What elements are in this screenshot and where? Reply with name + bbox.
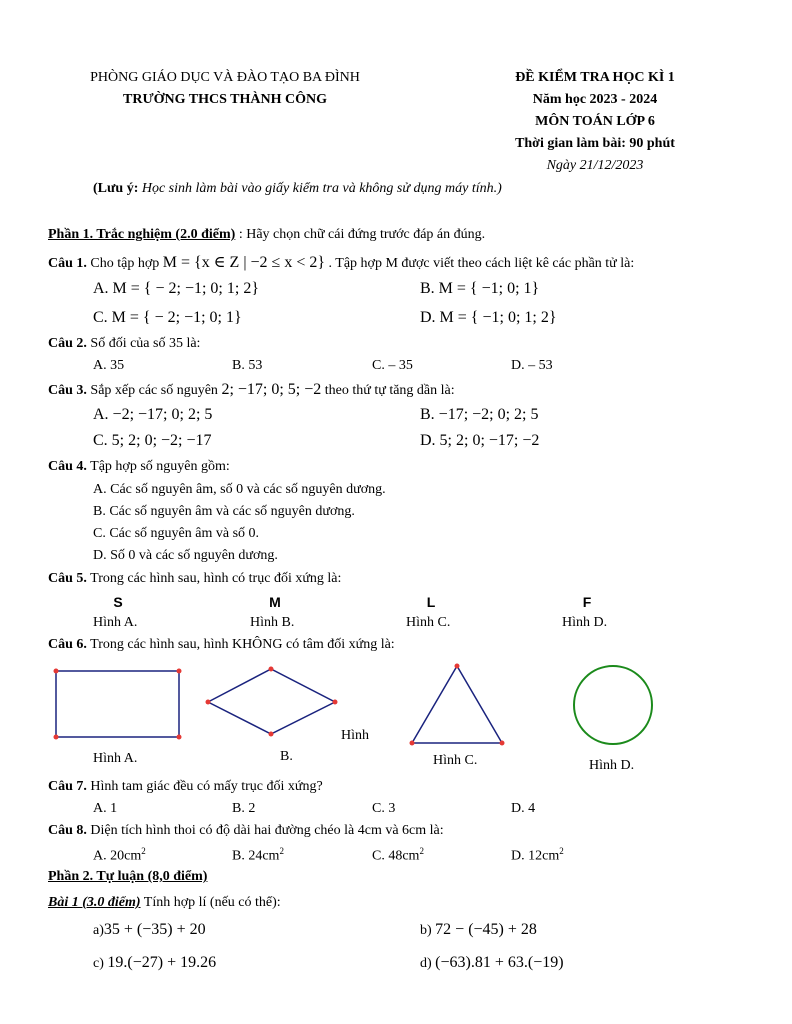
bai1-item-c — [93, 954, 216, 972]
q6-label: Câu 6. — [48, 637, 87, 652]
q5-label: Câu 5. — [48, 571, 87, 586]
triangle-figure — [412, 666, 502, 743]
q3-option-c[interactable]: C. 5; 2; 0; −2; −17 — [93, 432, 212, 449]
question-8 — [48, 823, 444, 839]
vertex-dot — [177, 669, 182, 674]
q5-letter-l: L — [426, 594, 436, 610]
bai1-item-d — [420, 954, 564, 972]
q5-caption-b[interactable]: Hình B. — [250, 615, 295, 630]
item-prefix: a) — [93, 923, 104, 938]
item-prefix: d) — [420, 956, 432, 971]
q6-caption-b-letter[interactable]: B. — [280, 749, 293, 764]
q7-option-b[interactable]: B. 2 — [232, 801, 256, 816]
q6-caption-c[interactable]: Hình C. — [433, 753, 478, 768]
squared-sup: 2 — [559, 846, 564, 856]
squared-sup: 2 — [141, 846, 146, 856]
circle-figure — [574, 666, 652, 744]
q3-label: Câu 3. — [48, 383, 87, 398]
q3-text-after: theo thứ tự tăng dần là: — [321, 383, 455, 398]
q8-option-c-text: C. 48cm — [372, 848, 420, 864]
question-7 — [48, 779, 323, 795]
q5-caption-d[interactable]: Hình D. — [562, 615, 608, 630]
q4-option-b[interactable]: B. Các số nguyên âm và các số nguyên dương. — [93, 504, 355, 519]
q7-option-a[interactable]: A. 1 — [93, 801, 118, 816]
header-school: TRƯỜNG THCS THÀNH CÔNG — [123, 92, 327, 107]
q2-option-b[interactable]: B. 53 — [232, 358, 263, 373]
q2-option-c[interactable]: C. – 35 — [372, 358, 413, 373]
vertex-dot — [333, 700, 338, 705]
q4-option-c[interactable]: C. Các số nguyên âm và số 0. — [93, 526, 260, 541]
q1-text: Cho tập hợp — [86, 256, 160, 271]
vertex-dot — [54, 735, 59, 740]
q1-option-c[interactable]: C. M = { − 2; −1; 0; 1} — [93, 309, 242, 326]
q3-text: Sắp xếp các số nguyên — [86, 383, 222, 398]
q8-option-a-text: A. 20cm — [93, 848, 142, 864]
q5-caption-c[interactable]: Hình C. — [406, 615, 451, 630]
subject: MÔN TOÁN LỚP 6 — [535, 114, 655, 129]
vertex-dot — [177, 735, 182, 740]
q8-text: Diện tích hình thoi có độ dài hai đường chéo là 4cm và 6cm là: — [86, 823, 444, 838]
header-dept: PHÒNG GIÁO DỤC VÀ ĐÀO TẠO BA ĐÌNH — [90, 70, 360, 85]
q6-caption-d[interactable]: Hình D. — [589, 758, 635, 773]
q5-letter-f: F — [582, 594, 592, 610]
q4-text: Tập hợp số nguyên gồm: — [86, 459, 230, 474]
q2-text: Số đối của số 35 là: — [86, 336, 201, 351]
vertex-dot — [269, 732, 274, 737]
item-prefix: b) — [420, 923, 432, 938]
vertex-dot — [410, 741, 415, 746]
vertex-dot — [455, 664, 460, 669]
note-label: (Lưu ý: — [93, 181, 139, 196]
squared-sup: 2 — [279, 846, 284, 856]
q1-option-a[interactable]: A. M = { − 2; −1; 0; 1; 2} — [93, 280, 259, 297]
vertex-dot — [269, 667, 274, 672]
q8-option-b-text: B. 24cm — [232, 848, 280, 864]
q7-label: Câu 7. — [48, 779, 87, 794]
q8-option-a[interactable] — [93, 846, 146, 865]
bai1-item-a — [93, 921, 206, 939]
item-expression: 72 − (−45) + 28 — [435, 921, 537, 938]
note-text: Học sinh làm bài vào giấy kiểm tra và không sử dụng máy tính.) — [141, 181, 502, 196]
bai1-label: Bài 1 (3.0 điểm) — [48, 895, 141, 910]
exam-title: ĐỀ KIỂM TRA HỌC KÌ 1 — [515, 70, 675, 85]
item-prefix: c) — [93, 956, 104, 971]
q5-letter-s: S — [113, 594, 123, 610]
q8-label: Câu 8. — [48, 823, 87, 838]
vertex-dot — [500, 741, 505, 746]
q3-option-d[interactable]: D. 5; 2; 0; −17; −2 — [420, 432, 540, 449]
q1-text-after: . Tập hợp M được viết theo cách liệt kê các phần tử là: — [325, 256, 635, 271]
q6-caption-b-word[interactable]: Hình — [341, 728, 369, 743]
rhombus-figure — [208, 669, 335, 734]
vertex-dot — [206, 700, 211, 705]
school-year: Năm học 2023 - 2024 — [532, 92, 658, 107]
item-expression: 35 + (−35) + 20 — [103, 921, 206, 938]
bai1-item-b — [420, 921, 537, 939]
q7-text: Hình tam giác đều có mấy trục đối xứng? — [86, 779, 323, 794]
q6-text: Trong các hình sau, hình KHÔNG có tâm đối xứng là: — [86, 637, 395, 652]
q6-caption-a[interactable]: Hình A. — [93, 751, 138, 766]
q2-label: Câu 2. — [48, 336, 87, 351]
q8-option-d[interactable] — [511, 846, 564, 865]
q7-option-c[interactable]: C. 3 — [372, 801, 396, 816]
bai-1 — [48, 895, 281, 911]
q3-option-a[interactable]: A. −2; −17; 0; 2; 5 — [93, 406, 213, 423]
q8-option-d-text: D. 12cm — [511, 848, 560, 864]
q1-label: Câu 1. — [48, 256, 87, 271]
vertex-dot — [54, 669, 59, 674]
q2-option-a[interactable]: A. 35 — [93, 358, 125, 373]
q2-option-d[interactable]: D. – 53 — [511, 358, 553, 373]
rectangle-figure — [56, 671, 179, 737]
part2-title: Phần 2. Tự luận (8,0 điểm) — [48, 869, 208, 884]
q4-label: Câu 4. — [48, 459, 87, 474]
item-expression: 19.(−27) + 19.26 — [107, 954, 217, 971]
q1-option-b[interactable]: B. M = { −1; 0; 1} — [420, 280, 540, 297]
bai1-text: Tính hợp lí (nếu có thể): — [140, 895, 281, 910]
duration: Thời gian làm bài: 90 phút — [515, 136, 675, 151]
q4-option-a[interactable]: A. Các số nguyên âm, số 0 và các số nguyên dương. — [93, 482, 386, 497]
q1-set-expression: M = {x ∈ Z | −2 ≤ x < 2} — [162, 254, 326, 271]
squared-sup: 2 — [419, 846, 424, 856]
q3-option-b[interactable]: B. −17; −2; 0; 2; 5 — [420, 406, 539, 423]
q7-option-d[interactable]: D. 4 — [511, 801, 536, 816]
q1-option-d[interactable]: D. M = { −1; 0; 1; 2} — [420, 309, 557, 326]
exam-date: Ngày 21/12/2023 — [546, 158, 644, 173]
part1-title: Phần 1. Trắc nghiệm (2.0 điểm) — [48, 227, 236, 242]
q3-numbers: 2; −17; 0; 5; −2 — [221, 381, 322, 398]
q4-option-d[interactable]: D. Số 0 và các số nguyên dương. — [93, 548, 278, 563]
q8-option-b[interactable] — [232, 846, 284, 865]
item-expression: (−63).81 + 63.(−19) — [435, 954, 564, 971]
q8-option-c[interactable] — [372, 846, 424, 865]
q5-letter-m: M — [269, 594, 281, 610]
q5-caption-a[interactable]: Hình A. — [93, 615, 138, 630]
part1-instruction: : Hãy chọn chữ cái đứng trước đáp án đúng. — [235, 227, 486, 242]
q5-text: Trong các hình sau, hình có trục đối xứng là: — [86, 571, 342, 586]
